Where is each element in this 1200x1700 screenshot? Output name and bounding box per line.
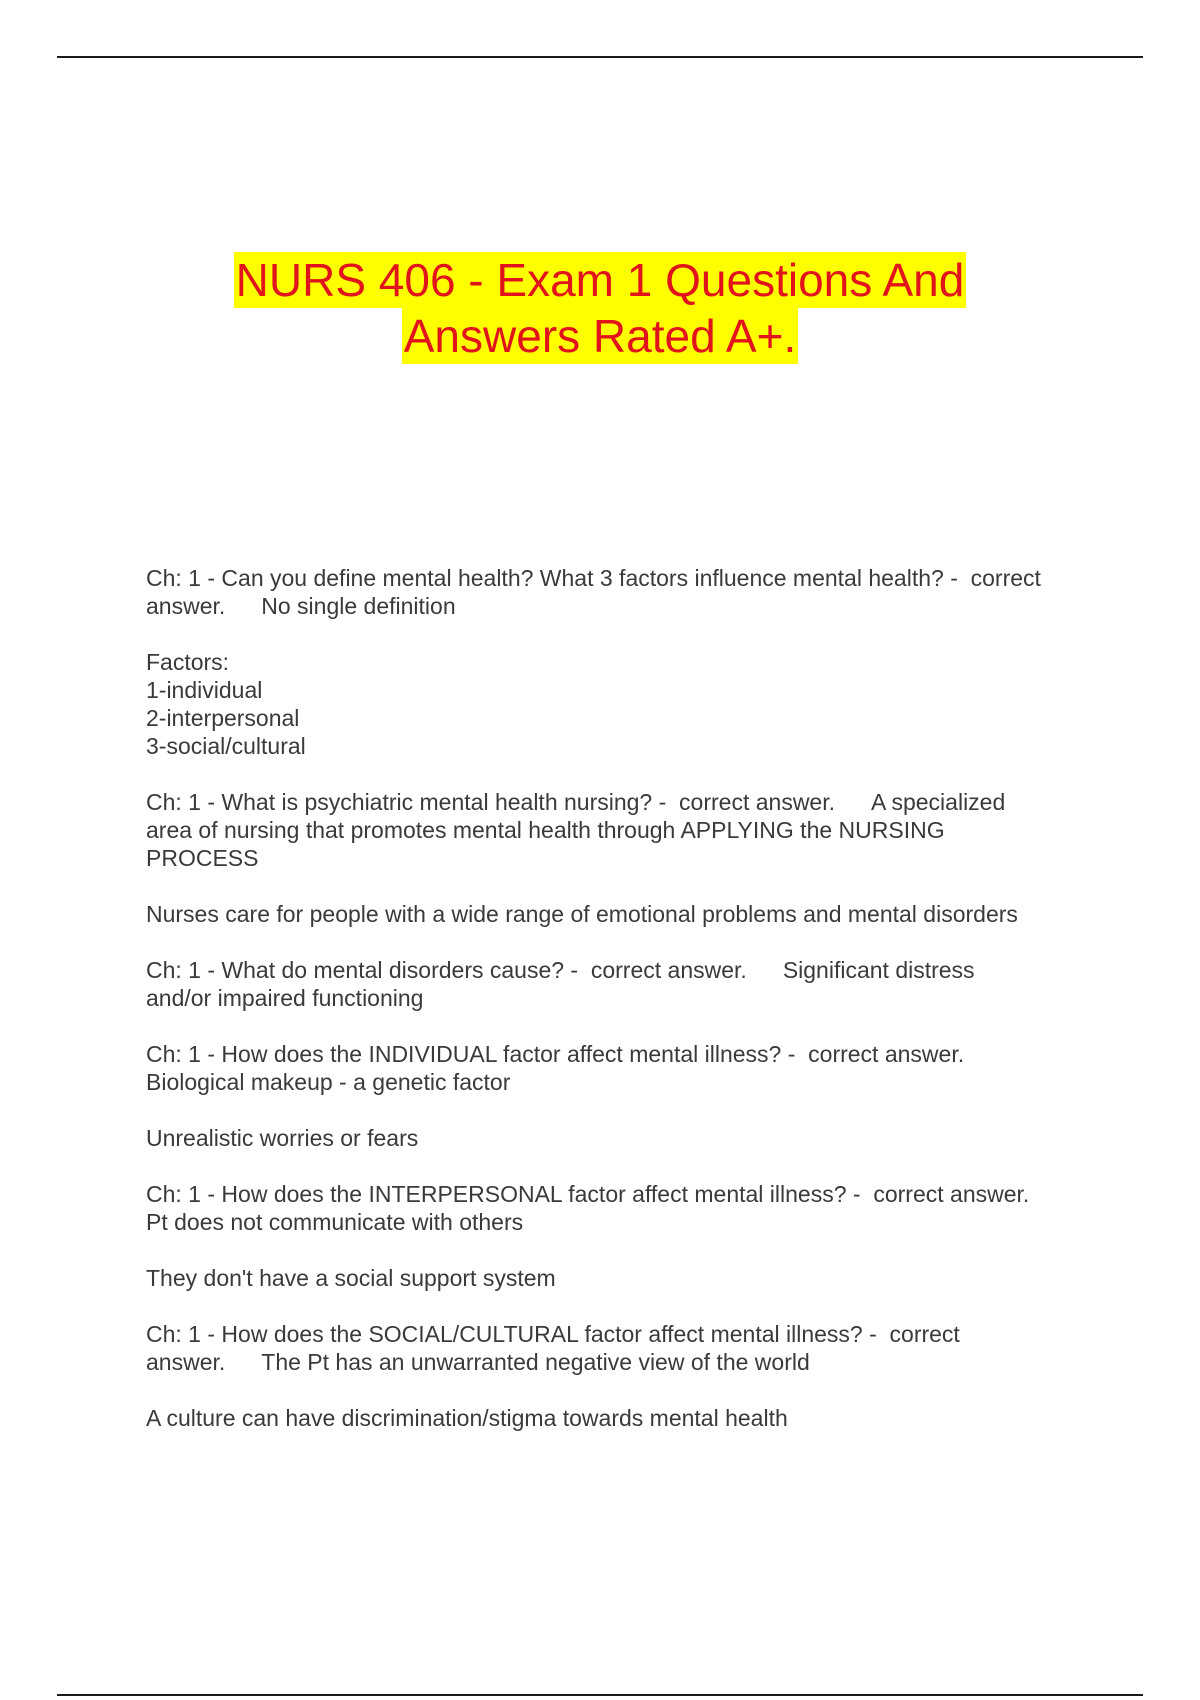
- text-line: [146, 732, 1106, 760]
- text-line: [146, 1124, 1106, 1152]
- title-line-1: NURS 406 - Exam 1 Questions And: [235, 254, 965, 306]
- qa-paragraph: [146, 648, 1106, 760]
- title-line-2: Answers Rated A+.: [403, 310, 797, 362]
- text-line: [146, 1348, 1106, 1376]
- top-rule: [57, 56, 1143, 58]
- bottom-rule: [57, 1694, 1143, 1696]
- text-line: [146, 956, 1106, 984]
- question-text: 3-social/cultural: [146, 733, 306, 759]
- qa-paragraph: [146, 564, 1106, 620]
- text-line: [146, 1320, 1106, 1348]
- qa-paragraph: [146, 1180, 1106, 1236]
- text-line: [146, 984, 1106, 1012]
- question-text: and/or impaired functioning: [146, 985, 424, 1011]
- text-line: [146, 788, 1106, 816]
- question-text: answer.: [146, 593, 226, 619]
- question-text: 1-individual: [146, 677, 263, 703]
- text-line: [146, 1180, 1106, 1208]
- answer-text: A specialized: [871, 789, 1006, 815]
- question-text: Ch: 1 - How does the SOCIAL/CULTURAL factor affect mental illness? - correct: [146, 1321, 960, 1347]
- qa-paragraph: [146, 1264, 1106, 1292]
- text-line: [146, 1040, 1106, 1068]
- question-text: Ch: 1 - What is psychiatric mental health nursing? - correct answer.: [146, 789, 836, 815]
- qa-paragraph: [146, 956, 1106, 1012]
- text-line: [146, 1208, 1106, 1236]
- text-line: [146, 816, 1106, 844]
- qa-paragraph: [146, 1040, 1106, 1096]
- question-text: Ch: 1 - How does the INTERPERSONAL factor affect mental illness? - correct answer.: [146, 1181, 1030, 1207]
- answer-text: Significant distress: [782, 957, 975, 983]
- question-text: Nurses care for people with a wide range of emotional problems and mental disorders: [146, 901, 1018, 927]
- text-line: [146, 704, 1106, 732]
- question-text: area of nursing that promotes mental health through APPLYING the NURSING: [146, 817, 945, 843]
- question-text: They don't have a social support system: [146, 1265, 556, 1291]
- question-text: PROCESS: [146, 845, 259, 871]
- question-text: 2-interpersonal: [146, 705, 300, 731]
- text-line: [146, 676, 1106, 704]
- question-text: answer.: [146, 1349, 226, 1375]
- text-line: [146, 648, 1106, 676]
- question-text: Unrealistic worries or fears: [146, 1125, 419, 1151]
- answer-text: The Pt has an unwarranted negative view of the world: [261, 1349, 810, 1375]
- document-title: [0, 252, 1200, 364]
- qa-paragraph: [146, 1404, 1106, 1432]
- question-text: Pt does not communicate with others: [146, 1209, 524, 1235]
- question-text: Ch: 1 - How does the INDIVIDUAL factor affect mental illness? - correct answer.: [146, 1041, 965, 1067]
- qa-paragraph: [146, 1124, 1106, 1152]
- text-line: [146, 592, 1106, 620]
- question-text: Ch: 1 - What do mental disorders cause? - correct answer.: [146, 957, 747, 983]
- question-text: A culture can have discrimination/stigma towards mental health: [146, 1405, 788, 1431]
- question-text: Factors:: [146, 649, 230, 675]
- qa-paragraph: [146, 788, 1106, 872]
- text-line: [146, 1264, 1106, 1292]
- qa-paragraph: [146, 900, 1106, 928]
- text-line: [146, 564, 1106, 592]
- qa-paragraph: [146, 1320, 1106, 1376]
- text-line: [146, 844, 1106, 872]
- question-text: Biological makeup - a genetic factor: [146, 1069, 511, 1095]
- text-line: [146, 1404, 1106, 1432]
- text-line: [146, 1068, 1106, 1096]
- answer-text: No single definition: [261, 593, 456, 619]
- question-text: Ch: 1 - Can you define mental health? What 3 factors influence mental health? - correct: [146, 565, 1041, 591]
- qa-content: [146, 564, 1106, 1432]
- text-line: [146, 900, 1106, 928]
